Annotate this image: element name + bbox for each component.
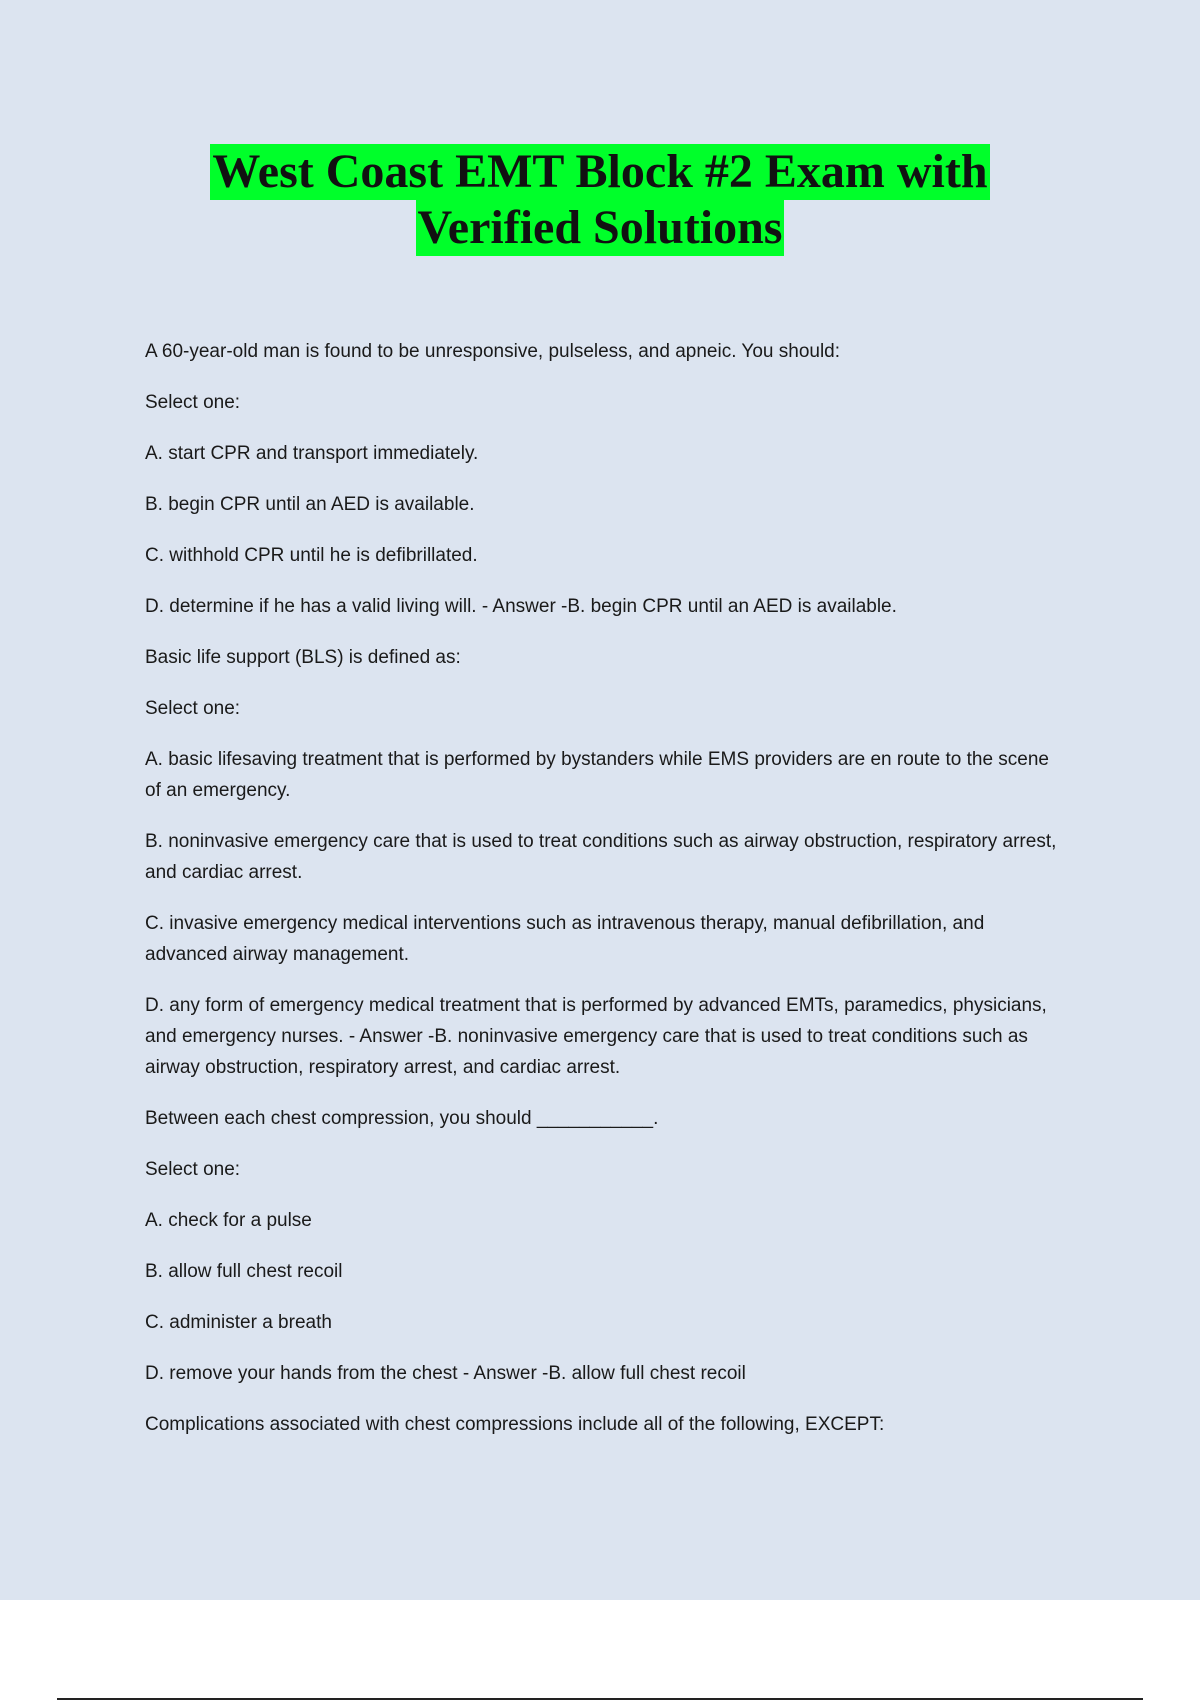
question-2-option-b: B. noninvasive emergency care that is used to treat conditions such as airway obstruction, respiratory arrest, and cardiac arrest. bbox=[145, 831, 1057, 883]
document-body bbox=[145, 336, 1065, 1460]
title-line-1: West Coast EMT Block #2 Exam with bbox=[212, 145, 988, 198]
question-1-option-a: A. start CPR and transport immediately. bbox=[145, 443, 479, 464]
question-3-option-b: B. allow full chest recoil bbox=[145, 1261, 343, 1282]
question-3-option-c: C. administer a breath bbox=[145, 1312, 332, 1333]
question-1-option-c: C. withhold CPR until he is defibrillated. bbox=[145, 545, 478, 566]
question-2-text: Basic life support (BLS) is defined as: bbox=[145, 647, 461, 668]
question-3-option-a: A. check for a pulse bbox=[145, 1210, 312, 1231]
question-3-option-d-answer: D. remove your hands from the chest - Answer -B. allow full chest recoil bbox=[145, 1363, 746, 1384]
title-line-2: Verified Solutions bbox=[417, 201, 783, 254]
question-3-instruction: Select one: bbox=[145, 1159, 241, 1180]
question-4-text: Complications associated with chest compressions include all of the following, EXCEPT: bbox=[145, 1414, 885, 1435]
question-2-option-a: A. basic lifesaving treatment that is performed by bystanders while EMS providers are en route to the scene of an emergency. bbox=[145, 749, 1050, 801]
question-1-text: A 60-year-old man is found to be unresponsive, pulseless, and apneic. You should: bbox=[145, 341, 841, 362]
question-2-option-c: C. invasive emergency medical interventions such as intravenous therapy, manual defibrillation, and advanced airway management. bbox=[145, 913, 985, 965]
question-1-option-b: B. begin CPR until an AED is available. bbox=[145, 494, 475, 515]
question-1-option-d-answer: D. determine if he has a valid living will. - Answer -B. begin CPR until an AED is available. bbox=[145, 596, 897, 617]
question-2-option-d-answer: D. any form of emergency medical treatment that is performed by advanced EMTs, paramedics, physicians, and emergency nurses. - Answer -B. noninvasive emergency care that is used to treat conditions such as airway obstruction, respiratory arrest, and cardiac arrest. bbox=[145, 995, 1047, 1078]
question-3-text: Between each chest compression, you should ___________. bbox=[145, 1108, 659, 1129]
question-1-instruction: Select one: bbox=[145, 392, 241, 413]
document-title bbox=[0, 144, 1200, 256]
question-2-instruction: Select one: bbox=[145, 698, 241, 719]
